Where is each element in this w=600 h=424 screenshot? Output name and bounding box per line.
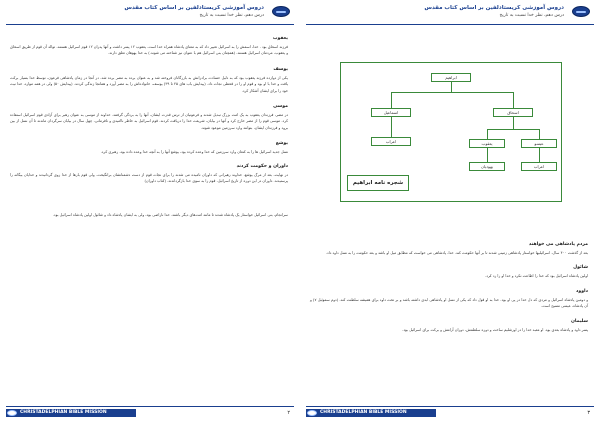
header-divider xyxy=(306,24,594,25)
tree-node-esau: عیسو xyxy=(521,139,557,148)
tree-node-jacob: یعقوب xyxy=(469,139,505,148)
tree-connector xyxy=(539,129,540,139)
tree-node-jews: یهودیان xyxy=(469,162,505,171)
section-title: یوشع xyxy=(275,141,288,147)
header-title: دروس آموزشی کریستادلفین بر اساس کتاب مقدس xyxy=(424,5,564,11)
footer-divider xyxy=(306,406,594,407)
tree-node-arabs: اعراب xyxy=(371,137,411,146)
section-title: یعقوب xyxy=(272,36,288,41)
footer-mission-label: CHRISTADELPHIAN BIBLE MISSION xyxy=(6,409,136,417)
page-header xyxy=(306,4,594,24)
footer-mission-label: CHRISTADELPHIAN BIBLE MISSION xyxy=(306,409,436,417)
tree-node-isaac: اسحاق xyxy=(493,108,533,117)
section-text: بعد از گذشت ۴۰۰ سال، اسرائیلیها خواستار پادشاهی زمینی شدند تا بر آنها حکومت کند. خدا، پادشاهی می خواست که مطابق میل او باشد و بعد حکومت را به نسل داود داد. xyxy=(325,251,588,255)
tree-connector xyxy=(487,129,488,139)
section-title: داوود xyxy=(575,288,588,294)
section-text: سرانجام، بنی اسرائیل خواستار یک پادشاه شدند تا مانند امت‌های دیگر باشند. خدا ناراضی بود، ولی به ایشان پادشاه داد و شائول اولین پادشاه اسرائیل بود. xyxy=(52,213,288,218)
section-text: و دومین پادشاه اسرائیل و مردی که دل خدا در پی او بود. خدا به او قول داد که یکی از نسل او پادشاهی ابدی داشته باشد و بر تخت داود برای همیشه سلطنت کند. (دوم سموئیل ۷) و آن پادشاه، عیسی مسیح است. xyxy=(310,297,588,309)
tree-connector xyxy=(391,117,392,137)
page-header xyxy=(6,4,294,24)
tree-connector xyxy=(487,129,539,130)
section-title: سلیمان xyxy=(571,318,588,324)
footer-logo-icon xyxy=(307,410,317,416)
section-text: نسل جدید اسرائیل ها را به کنعان وارد سرزمین که خدا وعده کرده بود، یوشع آنها را به آنچه خدا وعده داده بود، رهبری کرد. xyxy=(100,150,288,155)
right-page-body xyxy=(310,236,588,333)
section-title: موسی xyxy=(273,104,288,110)
tree-connector xyxy=(391,92,392,108)
mission-logo-icon xyxy=(572,6,590,17)
page-number: ۲ xyxy=(287,410,290,416)
section-text: پسر داود و پادشاه بعدی بود. او معبد خدا را در اورشلیم ساخت و دوره سلطنتش، دوران آرامش و برکت برای اسرائیل بود. xyxy=(402,327,588,332)
tree-node-root: ابراهیم xyxy=(431,73,471,82)
section-text: در نهایت، بعد از مرگ یوشع، خداوند رهبرانی که داوران نامیده می شدند را برای نجات قوم از دست دشمنانشان برانگیخت. ولی قوم بارها از خدا روی گردانیدند و خدایان بیگانه را پرستیدند. داوران در این دوره از تاریخ اسرائیل، قوم را به سوی خدا بازگرداندند. (کتاب داوران) xyxy=(10,172,288,184)
tree-connector xyxy=(539,148,540,162)
header-title: دروس آموزشی کریستادلفین بر اساس کتاب مقدس xyxy=(124,5,264,11)
right-page xyxy=(300,0,600,424)
tree-connector xyxy=(487,148,488,162)
tree-caption: شجره نامه ابراهیم xyxy=(347,175,409,191)
section-title: یوسف xyxy=(273,66,288,72)
mission-logo-icon xyxy=(272,6,290,17)
section-text: یکی از دوازده فرزند یعقوب بود که به دلیل حسادت برادرانش به بازرگانان فروخته شد و به عنوان برده به مصر برده شد. در آنجا در زمان پادشاهی فرعون، توسط خدا بسیار برکت یافت و خدا با او بود و قوم او را در قحطی نجات داد. (پیدایش باب های ۴۵ تا ۳۹) یوسف، خانواده‌اش را به مصر آورد و همانجا زندگی کردند. (پیدایش ۵۰) ولی در همه موارد، خدا نیت خود را برای ایشان آشکار کرد. xyxy=(10,75,289,93)
section-text: در مصر، فرزندان یعقوب به یک امت بزرگ تبدیل شدند و فرعونیان از ترس قدرت ایشان، آنها را به بردگی گرفتند. خداوند از موسی به عنوان رهبر برای آزادی قوم اسرائیل استفاده کرد. موسی قوم را از مصر خارج کرد و آنها در بیابان، شریعت خدا را دریافت کردند. قوم اسرائیل به خاطر ناامیدی و نافرمانی، چهل سال در بیابان سرگردان ماندند تا آن نسل از بین برود و فرزندان ایشان، بتوانند وارد سرزمین موعود شوند. xyxy=(10,113,288,130)
page-footer xyxy=(6,406,294,418)
section-text: اولین پادشاه اسرائیل بود که خدا را اطاعت نکرد و خدا او را رد کرد. xyxy=(485,274,588,279)
tree-connector xyxy=(513,117,514,129)
tree-connector xyxy=(451,82,452,92)
header-divider xyxy=(6,24,294,25)
footer-logo-icon xyxy=(7,410,17,416)
page-number: ۳ xyxy=(587,410,590,416)
header-subtitle: درس دهم، نظر خدا نسبت به تاریخ xyxy=(499,13,564,18)
header-subtitle: درس دهم، نظر خدا نسبت به تاریخ xyxy=(199,13,264,18)
section-title: مردم پادشاهی می خواهند xyxy=(528,242,588,247)
section-title: داوران و حکومت کردند xyxy=(236,163,288,169)
footer-divider xyxy=(6,406,294,407)
section-title: شائول xyxy=(573,265,588,271)
tree-node-esau-arabs: اعراب xyxy=(521,162,557,171)
tree-node-ishmael: اسماعیل xyxy=(371,108,411,117)
tree-connector xyxy=(391,92,513,93)
tree-connector xyxy=(513,92,514,108)
left-page-body xyxy=(10,30,288,219)
family-tree-diagram xyxy=(340,62,562,202)
section-text: فرزند اسحاق بود . خدا، اسمش را به اسرائیل تغییر داد که به معنای پادشاه همراه خدا است. یعقوب ۱۲ پسر داشت و آنها پدران ۱۲ قوم اسرائیل هستند. توالد آن قوم از طریق اسحاق و یعقوب، مردمان اسرائیل هستند. (همچنان بنی اسرائیل هم با عنوان نیز شناخته می شوند.) به خدا بهوهان تعلق دارند. xyxy=(10,45,289,56)
page-footer xyxy=(306,406,594,418)
